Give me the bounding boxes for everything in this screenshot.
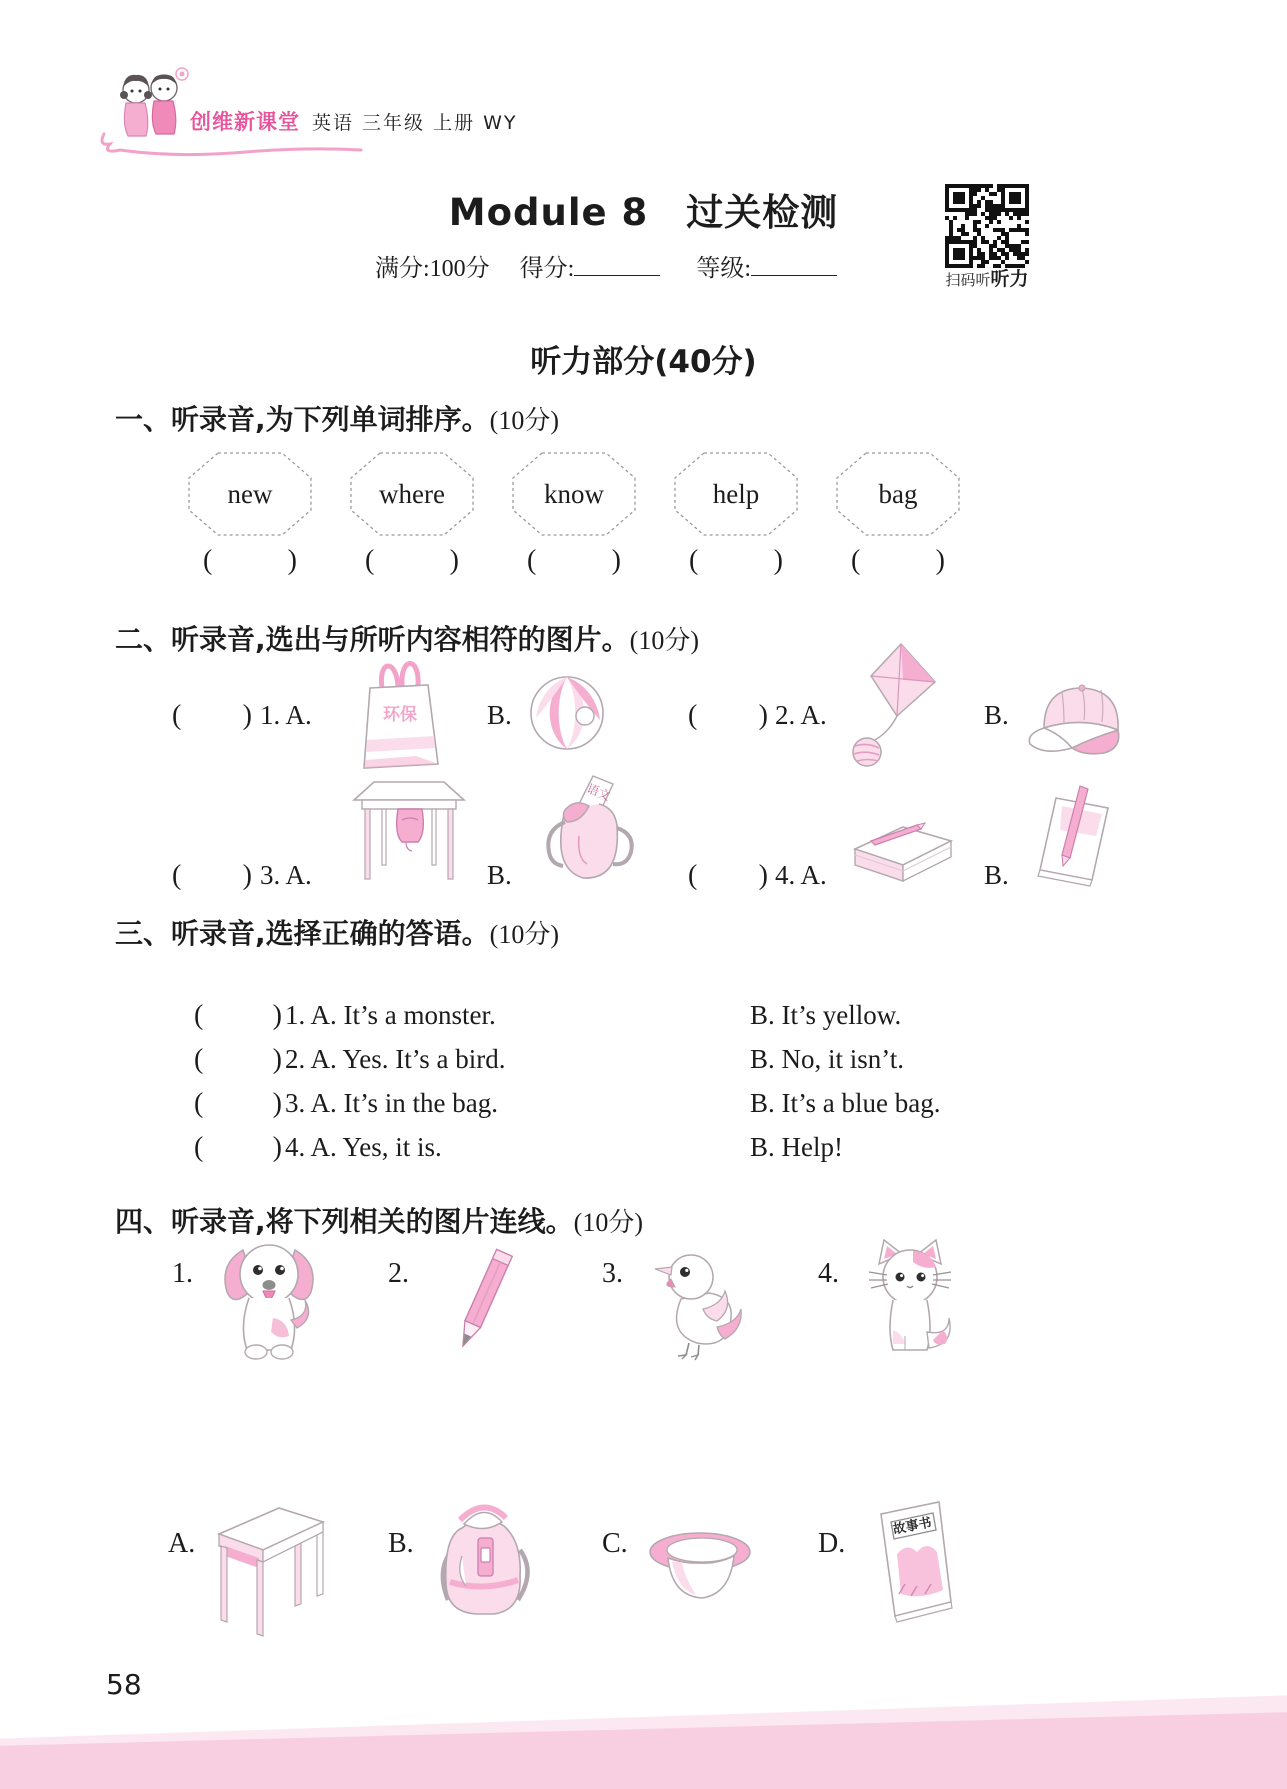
cat-icon xyxy=(855,1234,965,1366)
section2-number: 二、 xyxy=(115,623,172,656)
section1-heading xyxy=(115,398,559,438)
answer-blank: ( ) xyxy=(194,1132,282,1163)
s3-row3-option-b: B. It’s a blue bag. xyxy=(750,1088,941,1118)
answer-blank: ( ) xyxy=(365,545,459,576)
word-label: new xyxy=(227,478,273,509)
section4-score: (10分) xyxy=(573,1208,643,1237)
section4-heading xyxy=(115,1200,643,1240)
backpack-icon xyxy=(428,1490,544,1638)
match-item-4-label: 4. xyxy=(818,1258,839,1289)
match-item-c-label: C. xyxy=(602,1528,628,1559)
match-item-d-label: D. xyxy=(818,1528,846,1559)
section1-title: 听录音,为下列单词排序。 xyxy=(171,403,490,436)
page-title: Module 8 过关检测 xyxy=(448,191,839,234)
full-score-label: 满分:100分 xyxy=(375,256,490,282)
q1-label: 1. A. xyxy=(260,700,312,730)
section4-title: 听录音,将下列相关的图片连线。 xyxy=(171,1205,574,1238)
q3-label: 3. A. xyxy=(260,860,312,890)
svg-text:环保: 环保 xyxy=(383,705,417,724)
hat-icon xyxy=(638,1512,764,1612)
answer-blank: ( ) xyxy=(194,1044,282,1075)
q4-label: 4. A. xyxy=(775,860,827,890)
match-item-a-label: A. xyxy=(168,1528,196,1559)
kite-icon xyxy=(845,640,941,775)
score-blank xyxy=(574,254,660,276)
desk-schoolbag-icon xyxy=(350,772,468,884)
s3-row1-option-a: 1. A. It’s a monster. xyxy=(285,1000,496,1030)
open-backpack-icon xyxy=(527,764,653,886)
footer-decoration xyxy=(0,1669,1287,1789)
match-item-3-label: 3. xyxy=(602,1258,623,1289)
answer-blank: ( ) xyxy=(688,700,768,731)
q2-b-label: B. xyxy=(984,700,1009,730)
s3-row4-option-b: B. Help! xyxy=(750,1132,843,1162)
desk-icon xyxy=(205,1496,331,1638)
answer-blank: ( ) xyxy=(203,545,297,576)
answer-blank: ( ) xyxy=(172,860,252,891)
answer-blank: ( ) xyxy=(194,1088,282,1119)
page-number: 58 xyxy=(106,1668,142,1701)
s3-row3-option-a: 3. A. It’s in the bag. xyxy=(285,1088,498,1118)
answer-blank: ( ) xyxy=(194,1000,282,1031)
storybook-icon xyxy=(855,1492,967,1634)
qr-caption-prefix: 扫码听 xyxy=(945,271,991,289)
s3-row2-option-b: B. No, it isn’t. xyxy=(750,1044,905,1074)
section2-title: 听录音,选出与所听内容相符的图片。 xyxy=(171,623,630,656)
word-box-where xyxy=(350,452,474,536)
match-item-2-label: 2. xyxy=(388,1258,409,1289)
listening-part-header: 听力部分(40分) xyxy=(530,344,757,380)
brand-title: 创维新课堂 xyxy=(190,110,300,134)
word-label: know xyxy=(544,478,604,509)
beach-ball-icon xyxy=(528,674,606,752)
section3-title: 听录音,选择正确的答语。 xyxy=(171,917,490,950)
svg-text:语文: 语文 xyxy=(584,781,613,804)
qr-caption-bold: 听力 xyxy=(990,268,1029,290)
section2-score: (10分) xyxy=(629,626,699,655)
word-box-bag xyxy=(836,452,960,536)
pencil-icon xyxy=(430,1242,534,1362)
book-pen-icon xyxy=(845,815,959,889)
word-label: where xyxy=(379,478,445,509)
dog-icon xyxy=(215,1232,323,1367)
q1-b-label: B. xyxy=(487,700,512,730)
answer-blank: ( ) xyxy=(172,700,252,731)
bird-icon xyxy=(645,1245,751,1363)
word-box-new xyxy=(188,452,312,536)
s3-row4-option-a: 4. A. Yes, it is. xyxy=(285,1132,442,1162)
score-line xyxy=(375,248,837,283)
header-course-info: 英语 三年级 上册 WY xyxy=(312,112,518,134)
match-item-1-label: 1. xyxy=(172,1258,193,1289)
section3-heading xyxy=(115,912,559,952)
grade-blank xyxy=(751,254,837,276)
answer-blank: ( ) xyxy=(527,545,621,576)
word-label: help xyxy=(712,478,760,509)
svg-text:故事书: 故事书 xyxy=(891,1515,933,1538)
match-item-b-label: B. xyxy=(388,1528,414,1559)
qr-code xyxy=(945,184,1029,268)
q4-b-label: B. xyxy=(984,860,1009,890)
q3-b-label: B. xyxy=(487,860,512,890)
score-label: 得分: xyxy=(519,256,575,282)
word-box-help xyxy=(674,452,798,536)
grade-label: 等级: xyxy=(696,256,752,282)
shopping-bag-icon xyxy=(352,648,444,776)
qr-caption xyxy=(933,264,1041,291)
word-box-know xyxy=(512,452,636,536)
answer-blank: ( ) xyxy=(688,860,768,891)
s3-row2-option-a: 2. A. Yes. It’s a bird. xyxy=(285,1044,506,1074)
section3-number: 三、 xyxy=(115,917,172,950)
section1-number: 一、 xyxy=(115,403,172,436)
section3-score: (10分) xyxy=(489,920,559,949)
answer-blank: ( ) xyxy=(689,545,783,576)
answer-blank: ( ) xyxy=(851,545,945,576)
q2-label: 2. A. xyxy=(775,700,827,730)
word-label: bag xyxy=(878,478,918,509)
cap-icon xyxy=(1022,676,1134,762)
notebook-pen-icon xyxy=(1022,782,1134,890)
section1-score: (10分) xyxy=(489,406,559,435)
s3-row1-option-b: B. It’s yellow. xyxy=(750,1000,902,1030)
section4-number: 四、 xyxy=(115,1205,172,1238)
